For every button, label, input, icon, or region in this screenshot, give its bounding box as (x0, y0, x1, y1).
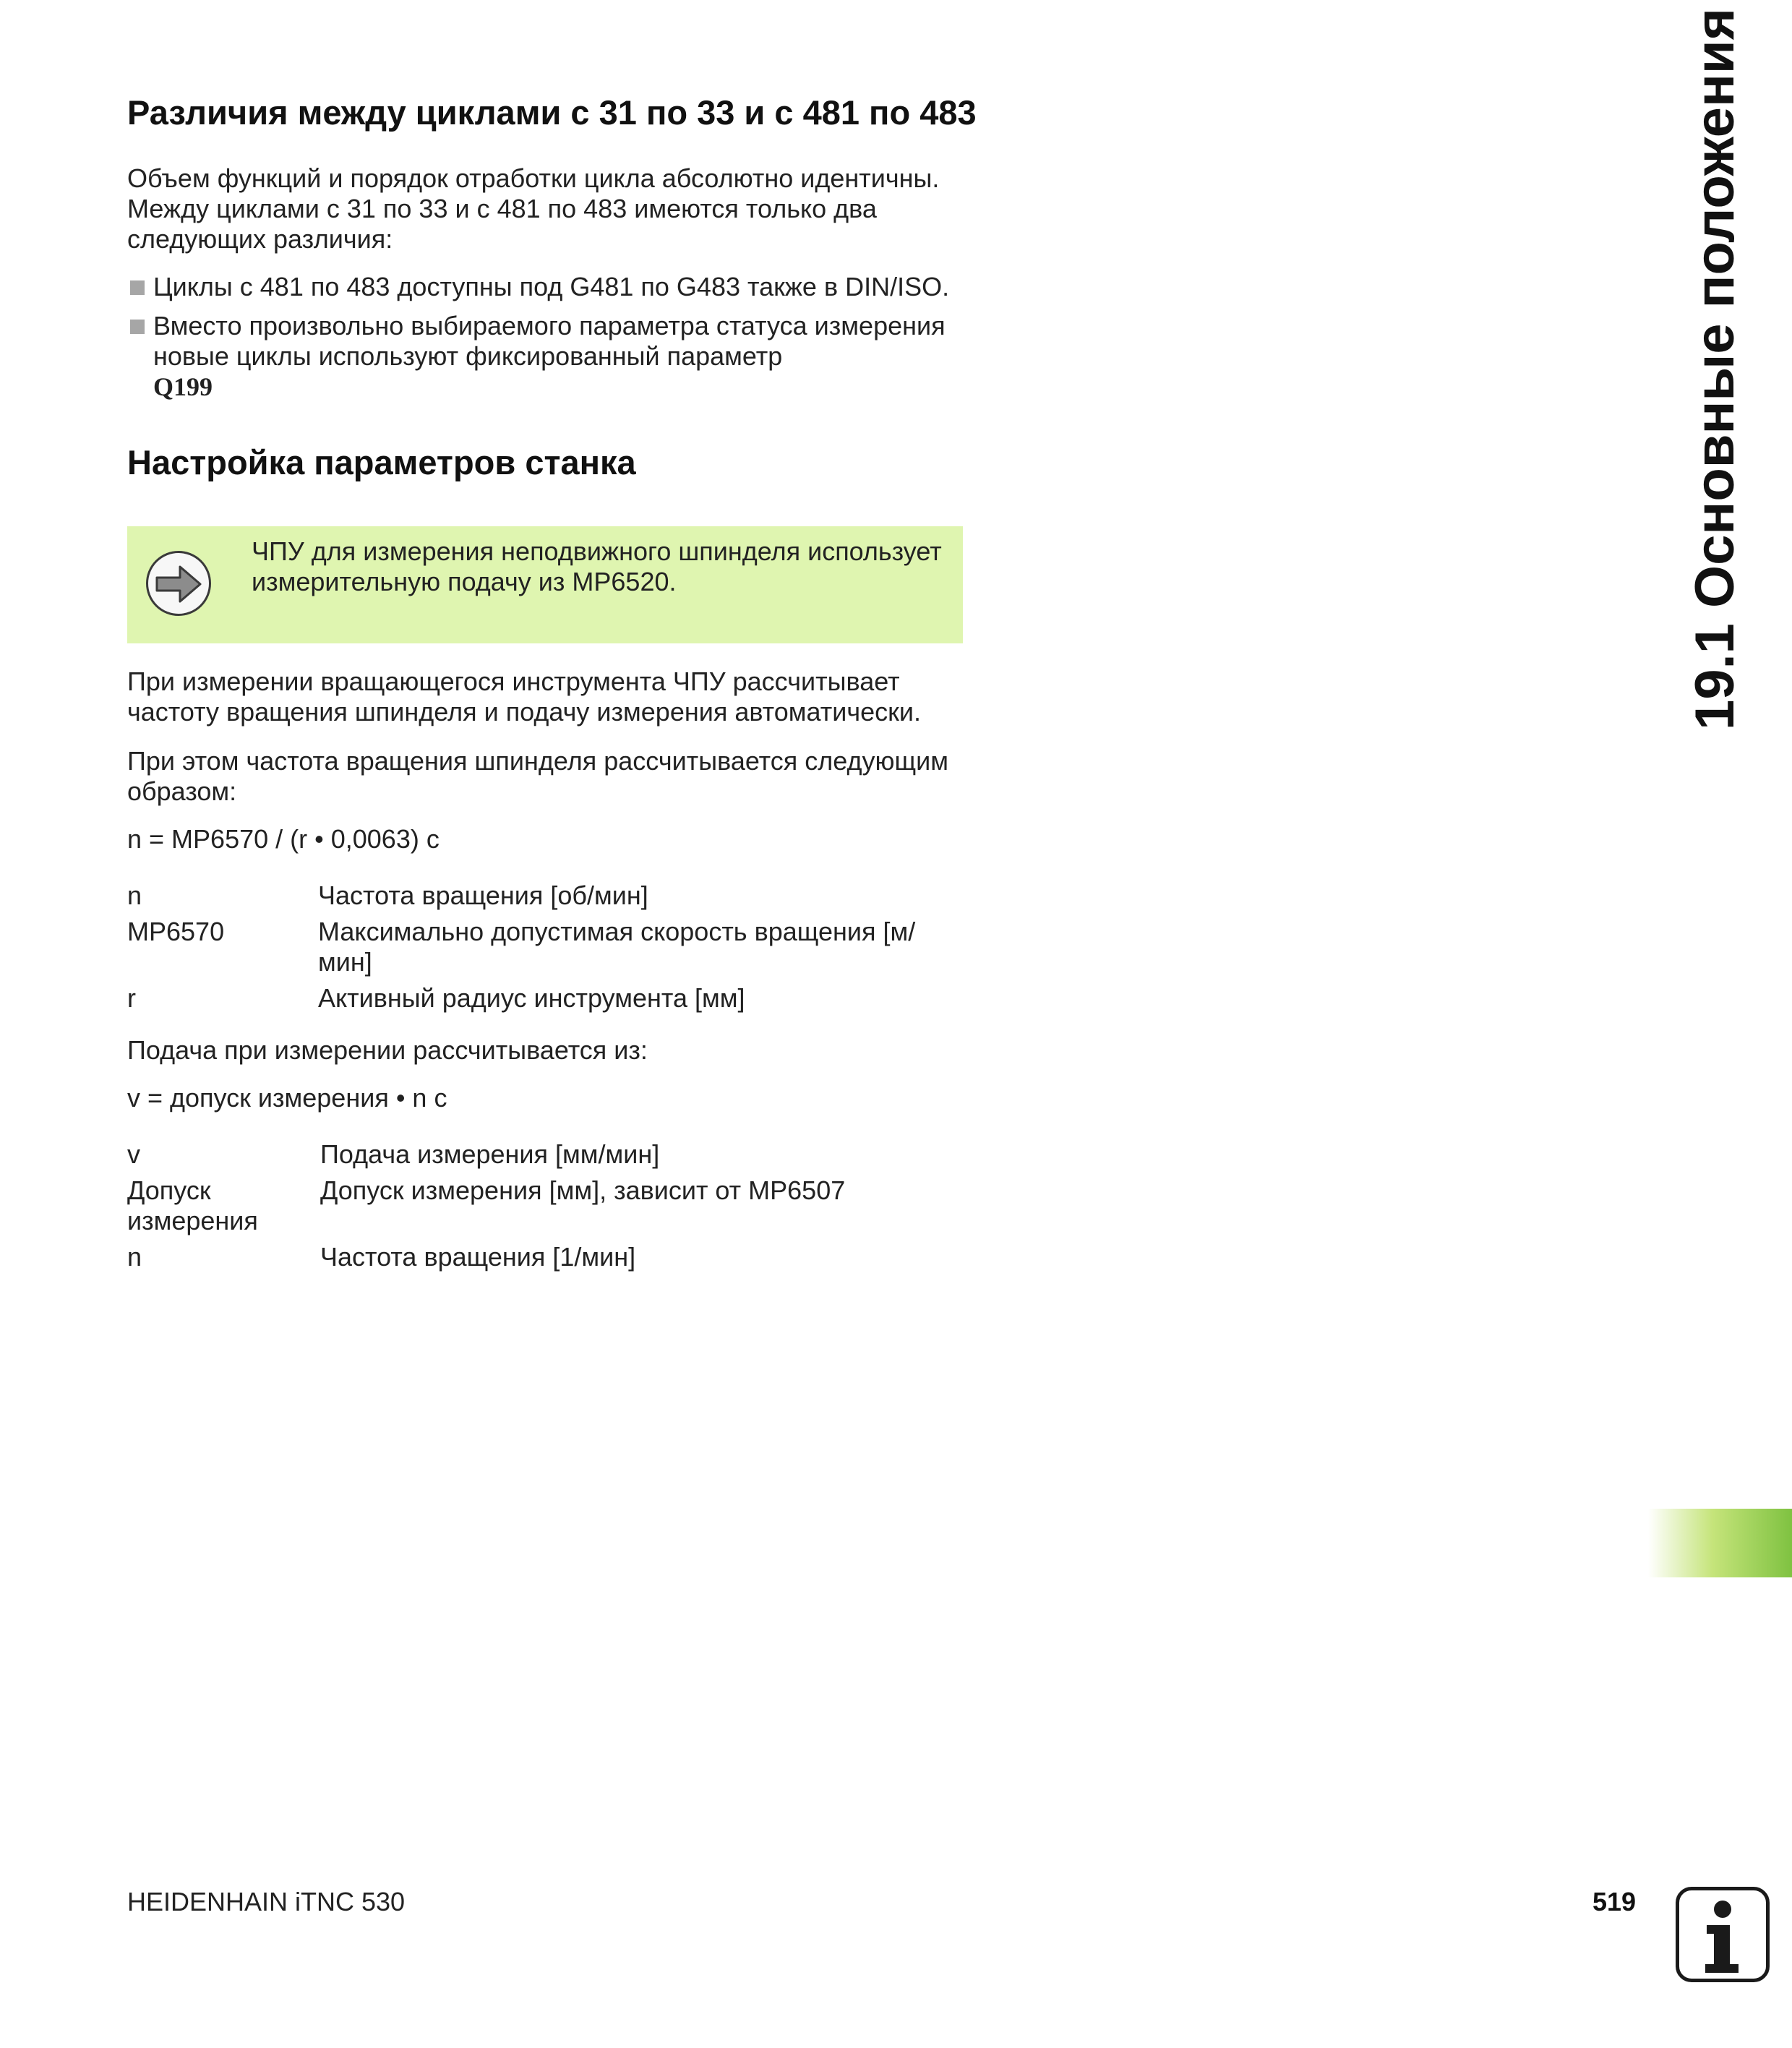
page-number: 519 (1592, 1887, 1637, 1916)
chapter-tab-marker (1648, 1509, 1792, 1577)
definition-term: r (127, 983, 136, 1013)
bullet-text: Циклы с 481 по 483 доступны под G481 по G483 также в DIN/ISO. (153, 272, 950, 301)
bullet-square-icon (130, 320, 145, 334)
paragraph-feed-rate: Подача при измерении рассчитывается из: (127, 1035, 648, 1065)
bullet-text: Вместо произвольно выбираемого параметра статуса измерения новые циклы используют фиксированный параметр (153, 311, 946, 371)
definition-desc: Допуск измерения [мм], зависит от MP6507 (320, 1175, 846, 1205)
definition-desc: Подача измерения [мм/мин] (320, 1139, 660, 1169)
definition-desc: Максимально допустимая скорость вращения [м/мин] (318, 917, 916, 977)
chapter-title-vertical: 19.1 Основные положения (1684, 8, 1746, 730)
paragraph-spindle-speed: При этом частота вращения шпинделя рассчитывается следующим образом: (127, 746, 948, 806)
note-text: ЧПУ для измерения неподвижного шпинделя использует измерительную подачу из MP6520. (252, 536, 942, 596)
formula-spindle-speed: n = MP6570 / (r • 0,0063) с (127, 824, 440, 854)
definition-term: MP6570 (127, 917, 225, 946)
arrow-right-icon (146, 551, 211, 616)
definition-term: Допуск измерения (127, 1175, 258, 1235)
definition-desc: Активный радиус инструмента [мм] (318, 983, 745, 1013)
definition-term: n (127, 1242, 142, 1272)
definition-term: v (127, 1139, 140, 1169)
heading-machine-parameters: Настройка параметров станка (127, 443, 636, 481)
formula-feed-rate: v = допуск измерения • n с (127, 1083, 447, 1113)
definition-term: n (127, 881, 142, 910)
bullet-text-block (153, 311, 970, 402)
note-box (127, 526, 963, 643)
bullet-square-icon (130, 280, 145, 295)
intro-paragraph: Объем функций и порядок отработки цикла абсолютно идентичны. Между циклами с 31 по 33 и с 481 по 483 имеются только два следующих различия: (127, 163, 940, 254)
heading-differences: Различия между циклами с 31 по 33 и с 481 по 483 (127, 93, 977, 132)
definition-desc: Частота вращения [об/мин] (318, 881, 648, 910)
parameter-q199: Q199 (153, 372, 213, 401)
footer-product: HEIDENHAIN iTNC 530 (127, 1887, 406, 1916)
definition-desc: Частота вращения [1/мин] (320, 1242, 636, 1272)
paragraph-rotating-tool: При измерении вращающегося инструмента ЧПУ рассчитывает частоту вращения шпинделя и подачу измерения автоматически. (127, 667, 921, 727)
info-icon (1676, 1887, 1770, 1982)
